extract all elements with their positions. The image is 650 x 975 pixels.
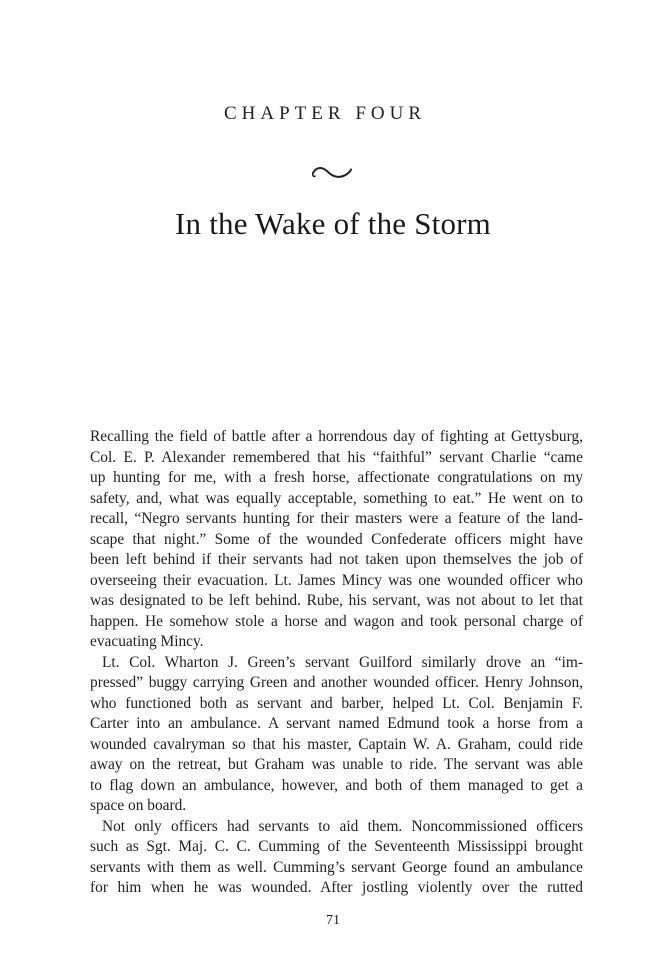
text-line: Carter into an ambulance. A servant named Edmund took a horse from a [90,715,583,732]
text-line: safety, and, what was equally acceptable, something to eat.” He went on to [90,489,583,507]
text-line: overseeing their evacuation. Lt. James Mincy was one wounded officer who [90,571,583,589]
text-line: recall, “Negro servants hunting for their masters were a feature of the land- [90,510,583,527]
paragraph [90,427,583,653]
text-line: up hunting for me, with a fresh horse, affectionate congratulations on my [90,469,583,486]
text-line: who functioned both as servant and barber, helped Lt. Col. Benjamin F. [90,694,583,712]
text-line: servants with them as well. Cumming’s servant George found an ambulance [90,858,583,876]
text-line: pressed” buggy carrying Green and another wounded officer. Henry Johnson, [90,674,583,691]
text-line: scape that night.” Some of the wounded Confederate officers might have [90,530,583,548]
text-line: Recalling the field of battle after a horrendous day of fighting at Gettysburg, [90,428,583,445]
swash-ornament-icon [310,163,354,183]
text-line: to flag down an ambulance, however, and both of them managed to get a [90,776,583,794]
text-line: wounded cavalryman so that his master, Captain W. A. Graham, could ride [90,735,583,753]
chapter-title: In the Wake of the Storm [175,206,491,241]
text-line: space on board. [90,797,187,814]
text-line: evacuating Mincy. [90,633,204,650]
text-line: Lt. Col. Wharton J. Green’s servant Guilford similarly drove an “im- [102,653,583,671]
chapter-label: CHAPTER FOUR [224,103,426,124]
paragraph [90,817,583,899]
text-line: Col. E. P. Alexander remembered that his “faithful” servant Charlie “came [90,448,583,466]
text-line: away on the retreat, but Graham was unable to ride. The servant was able [90,756,583,773]
paragraph [90,653,583,817]
page-number: 71 [326,913,340,928]
text-line: happen. He somehow stole a horse and wagon and took personal charge of [90,612,583,630]
text-line: been left behind if their servants had not taken upon themselves the job of [90,551,583,568]
text-line: Not only officers had servants to aid them. Noncommissioned officers [102,817,583,835]
chapter-body-text [90,427,583,899]
text-line: was designated to be left behind. Rube, his servant, was not about to let that [90,592,583,609]
text-line: for him when he was wounded. After jostling violently over the rutted [90,879,583,896]
text-line: such as Sgt. Maj. C. C. Cumming of the Seventeenth Mississippi brought [90,838,583,855]
